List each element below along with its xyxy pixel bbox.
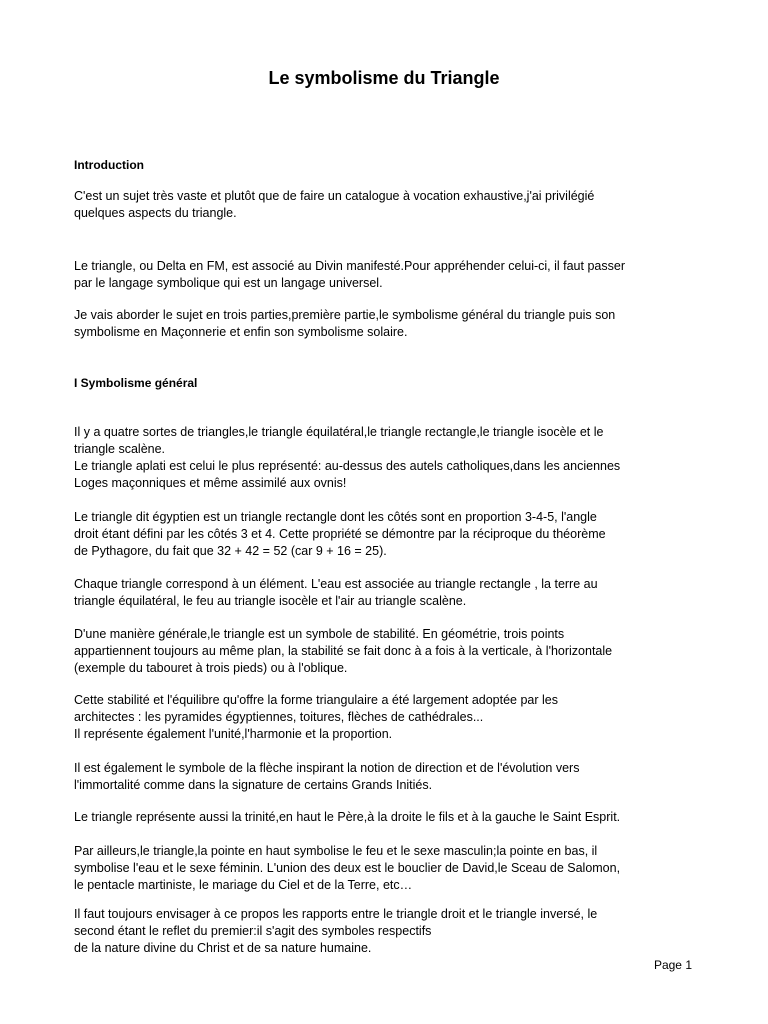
text-line: droit étant défini par les côtés 3 et 4. Cette propriété se démontre par la réciproque du théorème xyxy=(74,527,606,541)
text-line: D'une manière générale,le triangle est un symbole de stabilité. En géométrie, trois points xyxy=(74,627,565,641)
paragraph-5 xyxy=(74,509,606,560)
paragraph-7 xyxy=(74,626,612,677)
text-line: triangle équilatéral, le feu au triangle isocèle et l'air au triangle scalène. xyxy=(74,594,467,608)
text-line: Loges maçonniques et même assimilé aux ovnis! xyxy=(74,476,347,490)
text-line: Il faut toujours envisager à ce propos les rapports entre le triangle droit et le triangle inversé, le xyxy=(74,907,598,921)
text-line: (exemple du tabouret à trois pieds) ou à l'oblique. xyxy=(74,661,348,675)
paragraph-1 xyxy=(74,188,594,222)
paragraph-11 xyxy=(74,843,620,894)
text-line: Il est également le symbole de la flèche inspirant la notion de direction et de l'évolution vers xyxy=(74,761,580,775)
text-line: Il représente également l'unité,l'harmonie et la proportion. xyxy=(74,727,393,741)
text-line: Chaque triangle correspond à un élément. L'eau est associée au triangle rectangle , la terre au xyxy=(74,577,598,591)
text-line: Il y a quatre sortes de triangles,le triangle équilatéral,le triangle rectangle,le triangle isocèle et le xyxy=(74,425,604,439)
text-line: par le langage symbolique qui est un langage universel. xyxy=(74,276,383,290)
text-line: symbolise l'eau et le sexe féminin. L'union des deux est le bouclier de David,le Sceau de Salomon, xyxy=(74,861,621,875)
heading-section-1: I Symbolisme général xyxy=(74,376,198,390)
text-line: de Pythagore, du fait que 32 + 42 = 52 (car 9 + 16 = 25). xyxy=(74,544,387,558)
heading-introduction: Introduction xyxy=(74,158,144,172)
paragraph-9 xyxy=(74,760,579,794)
text-line: Par ailleurs,le triangle,la pointe en haut symbolise le feu et le sexe masculin;la pointe en bas, il xyxy=(74,844,598,858)
text-line: Cette stabilité et l'équilibre qu'offre la forme triangulaire a été largement adoptée par les xyxy=(74,693,558,707)
paragraph-3 xyxy=(74,307,615,341)
paragraph-6 xyxy=(74,576,598,610)
paragraph-8 xyxy=(74,692,558,743)
text-line: C'est un sujet très vaste et plutôt que de faire un catalogue à vocation exhaustive,j'ai privilégié xyxy=(74,189,595,203)
text-line: Le triangle, ou Delta en FM, est associé au Divin manifesté.Pour appréhender celui-ci, il faut passer xyxy=(74,259,625,273)
text-line: de la nature divine du Christ et de sa nature humaine. xyxy=(74,941,372,955)
document-title: Le symbolisme du Triangle xyxy=(268,68,500,88)
text-line: second étant le reflet du premier:il s'agit des symboles respectifs xyxy=(74,924,432,938)
text-line: Je vais aborder le sujet en trois parties,première partie,le symbolisme général du triangle puis son xyxy=(74,308,616,322)
text-line: Le triangle aplati est celui le plus représenté: au-dessus des autels catholiques,dans les anciennes xyxy=(74,459,621,473)
paragraph-4 xyxy=(74,424,620,492)
text-line: quelques aspects du triangle. xyxy=(74,206,237,220)
text-line: le pentacle martiniste, le mariage du Ciel et de la Terre, etc… xyxy=(74,878,413,892)
text-line: symbolisme en Maçonnerie et enfin son symbolisme solaire. xyxy=(74,325,408,339)
paragraph-12 xyxy=(74,906,597,957)
text-line: Le triangle représente aussi la trinité,en haut le Père,à la droite le fils et à la gauche le Saint Esprit. xyxy=(74,810,621,824)
page-number: Page 1 xyxy=(653,958,692,972)
text-line: triangle scalène. xyxy=(74,442,166,456)
paragraph-2 xyxy=(74,258,625,292)
text-line: architectes : les pyramides égyptiennes, toitures, flèches de cathédrales... xyxy=(74,710,484,724)
text-line: l'immortalité comme dans la signature de certains Grands Initiés. xyxy=(74,778,433,792)
text-line: appartiennent toujours au même plan, la stabilité se fait donc à a fois à la verticale, à l'horizontale xyxy=(74,644,613,658)
paragraph-10 xyxy=(74,809,620,826)
text-line: Le triangle dit égyptien est un triangle rectangle dont les côtés sont en proportion 3-4-5, l'angle xyxy=(74,510,597,524)
